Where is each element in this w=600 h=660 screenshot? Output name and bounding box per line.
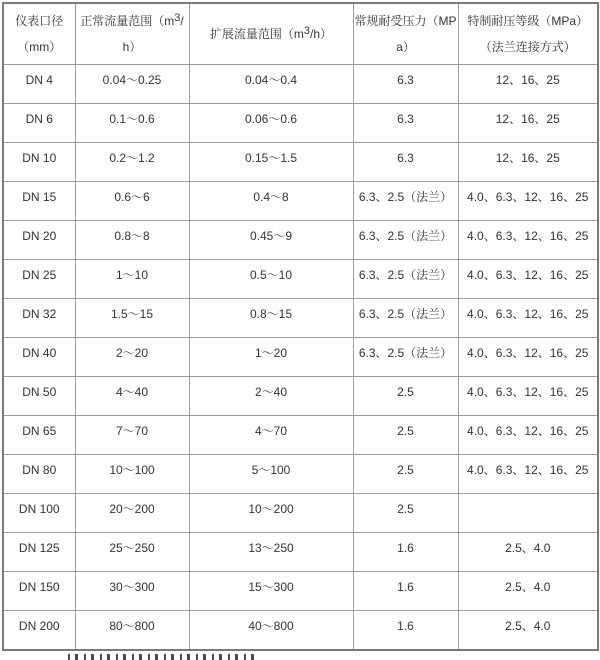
table-row	[3, 455, 598, 494]
cell-special-pressure-rating: 2.5、4.0	[458, 572, 598, 611]
cell-normal-flow-range: 7～70	[75, 416, 189, 455]
cell-special-pressure-rating: 2.5、4.0	[458, 533, 598, 572]
col-header-special-pressure-rating: 特制耐压等级（MPa）（法兰连接方式）	[458, 3, 598, 65]
cell-diameter: DN 50	[3, 377, 75, 416]
cell-normal-flow-range: 0.04～0.25	[75, 65, 189, 104]
cell-special-pressure-rating: 4.0、6.3、12、16、25	[458, 455, 598, 494]
cell-diameter: DN 25	[3, 260, 75, 299]
cell-diameter: DN 6	[3, 104, 75, 143]
cell-standard-pressure: 6.3	[353, 65, 458, 104]
cell-normal-flow-range: 2～20	[75, 338, 189, 377]
superscript-3: 3	[174, 12, 181, 24]
table-row	[3, 611, 598, 651]
cell-standard-pressure: 6.3、2.5（法兰）	[353, 182, 458, 221]
cell-normal-flow-range: 1～10	[75, 260, 189, 299]
cell-diameter: DN 65	[3, 416, 75, 455]
cell-normal-flow-range: 1.5～15	[75, 299, 189, 338]
cell-normal-flow-range: 20～200	[75, 494, 189, 533]
cell-diameter: DN 40	[3, 338, 75, 377]
flow-meter-spec-table	[2, 2, 599, 651]
col-header-normal-flow-range	[75, 3, 189, 65]
table-row	[3, 416, 598, 455]
cell-special-pressure-rating: 4.0、6.3、12、16、25	[458, 377, 598, 416]
cell-extended-flow-range: 10～200	[189, 494, 353, 533]
table-row	[3, 572, 598, 611]
table-row	[3, 533, 598, 572]
cell-extended-flow-range: 13～250	[189, 533, 353, 572]
cell-normal-flow-range: 4～40	[75, 377, 189, 416]
table-row	[3, 377, 598, 416]
cell-diameter: DN 100	[3, 494, 75, 533]
clipped-text-fragment	[68, 654, 260, 660]
cell-extended-flow-range: 0.45～9	[189, 221, 353, 260]
cell-normal-flow-range: 0.8～8	[75, 221, 189, 260]
cell-normal-flow-range: 80～800	[75, 611, 189, 651]
cell-normal-flow-range: 0.6～6	[75, 182, 189, 221]
cell-special-pressure-rating	[458, 494, 598, 533]
table-row	[3, 221, 598, 260]
cell-normal-flow-range: 25～250	[75, 533, 189, 572]
table-row	[3, 494, 598, 533]
cell-special-pressure-rating: 12、16、25	[458, 65, 598, 104]
cell-diameter: DN 10	[3, 143, 75, 182]
cell-standard-pressure: 6.3、2.5（法兰）	[353, 260, 458, 299]
cell-special-pressure-rating: 4.0、6.3、12、16、25	[458, 299, 598, 338]
cell-standard-pressure: 6.3	[353, 143, 458, 182]
cell-standard-pressure: 1.6	[353, 533, 458, 572]
superscript-3: 3	[303, 25, 311, 37]
cell-special-pressure-rating: 4.0、6.3、12、16、25	[458, 182, 598, 221]
cell-standard-pressure: 6.3、2.5（法兰）	[353, 299, 458, 338]
table-row	[3, 182, 598, 221]
cell-special-pressure-rating: 12、16、25	[458, 143, 598, 182]
table-body	[3, 65, 598, 651]
cell-normal-flow-range: 30～300	[75, 572, 189, 611]
cell-special-pressure-rating: 4.0、6.3、12、16、25	[458, 260, 598, 299]
cell-standard-pressure: 1.6	[353, 611, 458, 651]
cell-standard-pressure: 2.5	[353, 377, 458, 416]
cell-extended-flow-range: 1～20	[189, 338, 353, 377]
header-text: 正常流量范围（m	[80, 14, 175, 28]
cell-special-pressure-rating: 4.0、6.3、12、16、25	[458, 416, 598, 455]
col-header-standard-pressure: 常规耐受压力（MPa）	[353, 3, 458, 65]
col-header-extended-flow-range	[189, 3, 353, 65]
cell-diameter: DN 150	[3, 572, 75, 611]
table-row	[3, 299, 598, 338]
cell-diameter: DN 80	[3, 455, 75, 494]
header-text: /h）	[122, 14, 184, 54]
cell-standard-pressure: 1.6	[353, 572, 458, 611]
cell-extended-flow-range: 5～100	[189, 455, 353, 494]
col-header-diameter: 仪表口径（mm）	[3, 3, 75, 65]
cell-extended-flow-range: 2～40	[189, 377, 353, 416]
cell-diameter: DN 32	[3, 299, 75, 338]
cell-extended-flow-range: 0.15～1.5	[189, 143, 353, 182]
cell-extended-flow-range: 0.06～0.6	[189, 104, 353, 143]
table-row	[3, 260, 598, 299]
cell-special-pressure-rating: 4.0、6.3、12、16、25	[458, 338, 598, 377]
cell-extended-flow-range: 0.4～8	[189, 182, 353, 221]
table-row	[3, 104, 598, 143]
cell-standard-pressure: 6.3	[353, 104, 458, 143]
cell-diameter: DN 15	[3, 182, 75, 221]
cell-standard-pressure: 2.5	[353, 416, 458, 455]
cell-extended-flow-range: 0.04～0.4	[189, 65, 353, 104]
cell-diameter: DN 200	[3, 611, 75, 651]
cell-special-pressure-rating: 12、16、25	[458, 104, 598, 143]
header-text: /h）	[310, 27, 333, 41]
table-row	[3, 143, 598, 182]
cell-extended-flow-range: 40～800	[189, 611, 353, 651]
cell-diameter: DN 20	[3, 221, 75, 260]
table-row	[3, 338, 598, 377]
table-row	[3, 65, 598, 104]
cell-diameter: DN 125	[3, 533, 75, 572]
cell-special-pressure-rating: 2.5、4.0	[458, 611, 598, 651]
cell-normal-flow-range: 0.2～1.2	[75, 143, 189, 182]
cell-extended-flow-range: 0.8～15	[189, 299, 353, 338]
cell-normal-flow-range: 10～100	[75, 455, 189, 494]
header-text: 扩展流量范围（m	[209, 27, 304, 41]
cell-extended-flow-range: 4～70	[189, 416, 353, 455]
cell-extended-flow-range: 15～300	[189, 572, 353, 611]
cell-standard-pressure: 6.3、2.5（法兰）	[353, 221, 458, 260]
cell-normal-flow-range: 0.1～0.6	[75, 104, 189, 143]
cell-special-pressure-rating: 4.0、6.3、12、16、25	[458, 221, 598, 260]
cell-standard-pressure: 2.5	[353, 494, 458, 533]
cell-extended-flow-range: 0.5～10	[189, 260, 353, 299]
cell-standard-pressure: 2.5	[353, 455, 458, 494]
cell-diameter: DN 4	[3, 65, 75, 104]
cell-standard-pressure: 6.3、2.5（法兰）	[353, 338, 458, 377]
header-row	[3, 3, 598, 65]
